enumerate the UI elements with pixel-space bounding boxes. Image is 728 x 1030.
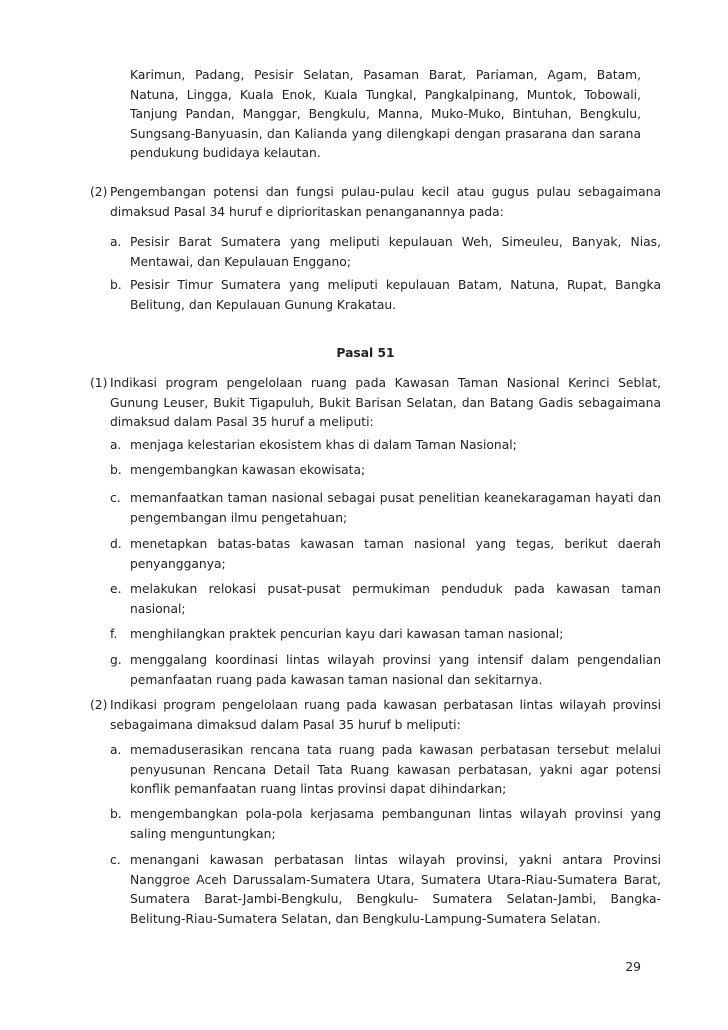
prev-paragraph-2-text: Pengembangan potensi dan fungsi pulau-pulau kecil atau gugus pulau sebagaimana dimaksud Pasal 34 huruf e diprioritaskan penanganannya pada: — [110, 185, 661, 219]
list-item-label: g. — [110, 653, 122, 667]
list-item-label: c. — [110, 853, 121, 867]
p1-list-item-b — [110, 461, 661, 481]
list-item-text: mengembangkan pola-pola kerjasama pembangunan lintas wilayah provinsi yang saling menguntungkan; — [130, 807, 661, 841]
pasal-51-heading: Pasal 51 — [336, 346, 395, 360]
paragraph-number: (2) — [90, 698, 108, 712]
list-item-label: a. — [110, 743, 122, 757]
paragraph-text: Indikasi program pengelolaan ruang pada kawasan perbatasan lintas wilayah provinsi sebagaimana dimaksud dalam Pasal 35 huruf b meliputi: — [110, 698, 661, 732]
list-item-label: a. — [110, 235, 122, 249]
prev-list-item-b — [110, 276, 661, 315]
list-item-text: melakukan relokasi pusat-pusat permukiman penduduk pada kawasan taman nasional; — [130, 582, 661, 616]
prev-paragraph-2-number: (2) — [90, 185, 108, 199]
paragraph-number: (1) — [90, 376, 108, 390]
list-item-text: menangani kawasan perbatasan lintas wilayah provinsi, yakni antara Provinsi Nanggroe Aceh Darussalam-Sumatera Utara, Sumatera Utara-Riau-Sumatera Barat, Sumatera Barat-Jambi-Bengkulu, Bengkulu- Sumatera Selatan-Jambi, Bangka-Belitung-Riau-Sumatera Selatan, dan Bengkulu-Lampung-Sumatera Selatan. — [130, 853, 661, 926]
pasal-51-paragraph-2 — [90, 696, 661, 735]
paragraph-text: Indikasi program pengelolaan ruang pada Kawasan Taman Nasional Kerinci Seblat, Gunung Leuser, Bukit Tigapuluh, Bukit Barisan Selatan, dan Batang Gadis sebagaimana dimaksud dalam Pasal 35 huruf a meliputi: — [110, 376, 661, 429]
list-item-label: e. — [110, 582, 122, 596]
p2-list-item-c — [110, 851, 661, 929]
p1-list-item-f — [110, 625, 661, 645]
list-item-text: Pesisir Barat Sumatera yang meliputi kepulauan Weh, Simeuleu, Banyak, Nias, Mentawai, dan Kepulauan Enggano; — [130, 235, 661, 269]
list-item-text: menetapkan batas-batas kawasan taman nasional yang tegas, berikut daerah penyangganya; — [130, 537, 661, 571]
list-item-label: f. — [110, 627, 118, 641]
p1-list-item-g — [110, 651, 661, 690]
list-item-text: mengembangkan kawasan ekowisata; — [130, 463, 366, 477]
p2-list-item-b — [110, 805, 661, 844]
list-item-text: Pesisir Timur Sumatera yang meliputi kepulauan Batam, Natuna, Rupat, Bangka Belitung, dan Kepulauan Gunung Krakatau. — [130, 278, 661, 312]
page-number: 29 — [625, 960, 641, 974]
p1-list-item-d — [110, 535, 661, 574]
list-item-label: b. — [110, 278, 122, 292]
list-item-label: b. — [110, 463, 122, 477]
list-item-text: menjaga kelestarian ekosistem khas di dalam Taman Nasional; — [130, 438, 517, 452]
list-item-text: menghilangkan praktek pencurian kayu dari kawasan taman nasional; — [130, 627, 564, 641]
p1-list-item-c — [110, 489, 661, 528]
pasal-51-paragraph-1 — [90, 374, 661, 433]
p2-list-item-a — [110, 741, 661, 800]
p1-list-item-e — [110, 580, 661, 619]
list-item-label: d. — [110, 537, 122, 551]
list-item-text: menggalang koordinasi lintas wilayah provinsi yang intensif dalam pengendalian pemanfaatan ruang pada kawasan taman nasional dan sekitarnya. — [130, 653, 661, 687]
continuation-paragraph: Karimun, Padang, Pesisir Selatan, Pasaman Barat, Pariaman, Agam, Batam, Natuna, Lingga, Kuala Enok, Kuala Tungkal, Pangkalpinang, Muntok, Tobowali, Tanjung Pandan, Manggar, Bengkulu, Manna, Muko-Muko, Bintuhan, Bengkulu, Sungsang-Banyuasin, dan Kalianda yang dilengkapi dengan prasarana dan sarana pendukung budidaya kelautan. — [130, 68, 641, 160]
list-item-text: memanfaatkan taman nasional sebagai pusat penelitian keanekaragaman hayati dan pengembangan ilmu pengetahuan; — [130, 491, 661, 525]
prev-paragraph-2 — [90, 183, 661, 222]
prev-list-item-a — [110, 233, 661, 272]
list-item-text: memaduserasikan rencana tata ruang pada kawasan perbatasan tersebut melalui penyusunan Rencana Detail Tata Ruang kawasan perbatasan, yakni agar potensi konflik pemanfaatan ruang lintas provinsi dapat dihindarkan; — [130, 743, 661, 796]
list-item-label: b. — [110, 807, 122, 821]
p1-list-item-a — [110, 436, 661, 456]
list-item-label: a. — [110, 438, 122, 452]
list-item-label: c. — [110, 491, 121, 505]
